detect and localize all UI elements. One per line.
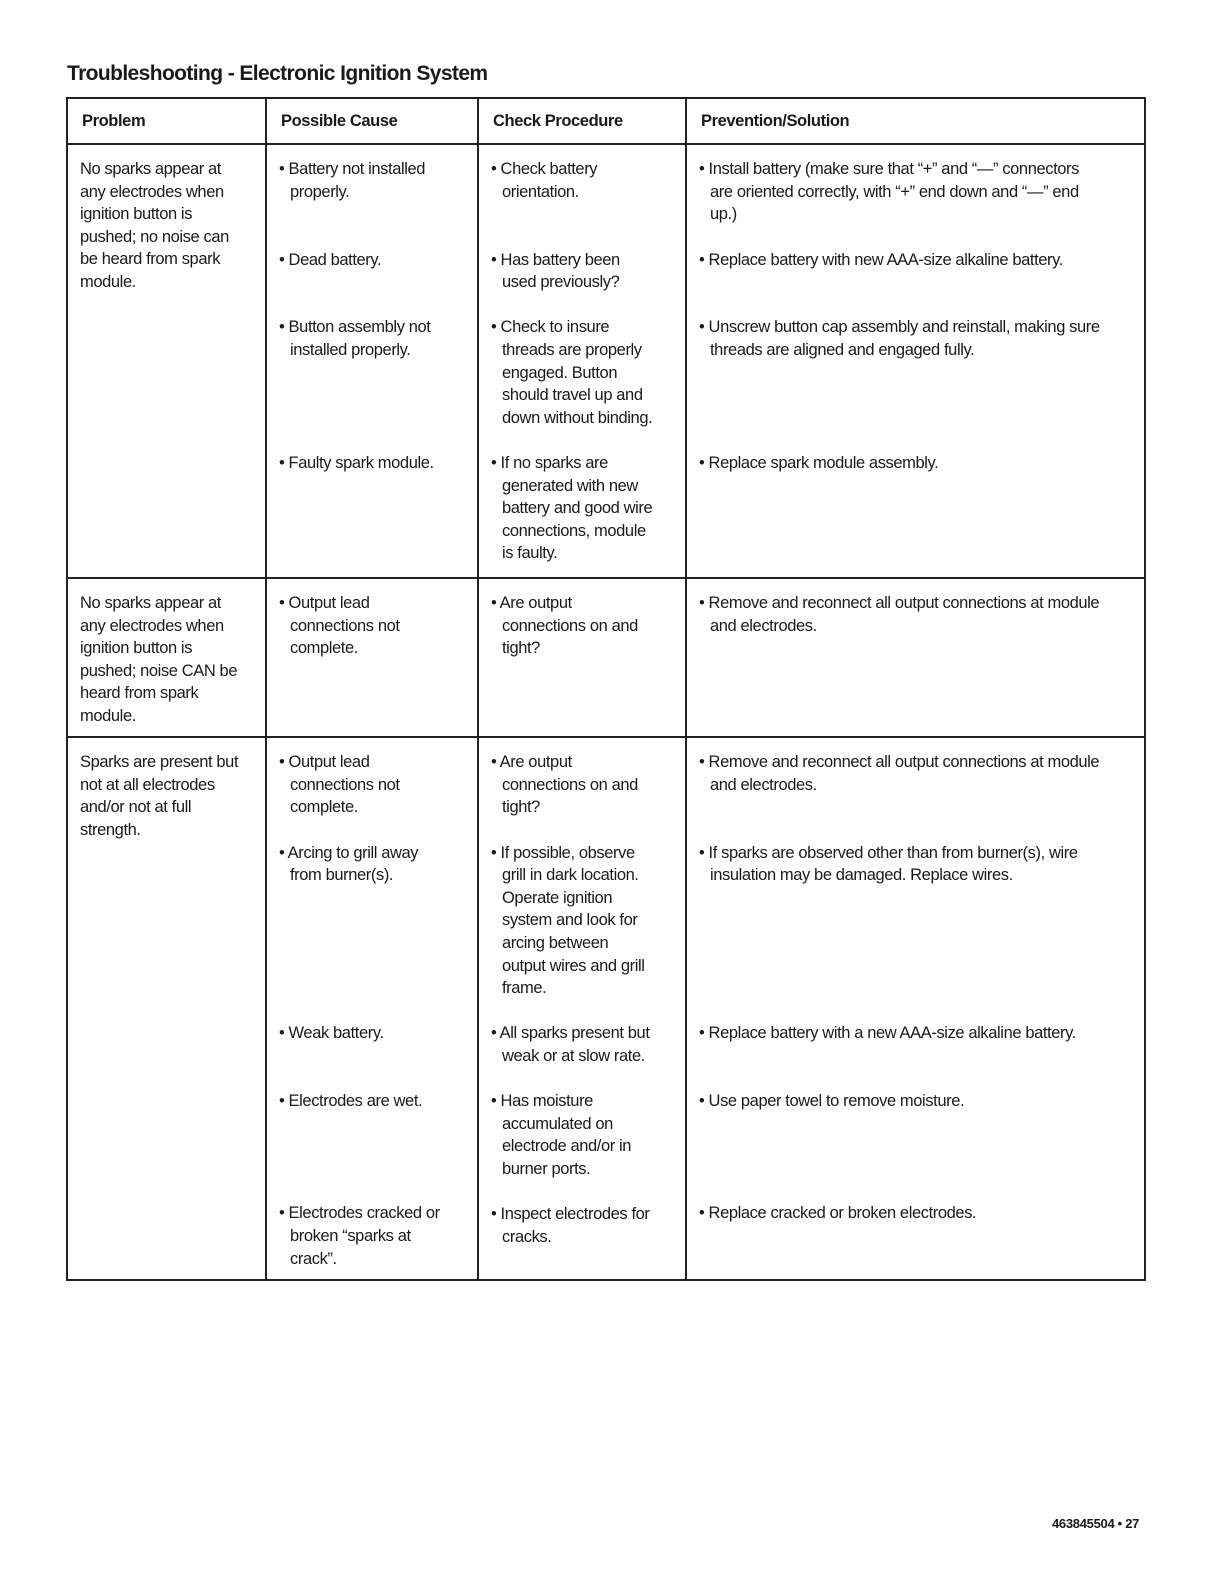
solution-item: • Replace spark module assembly. <box>699 453 939 472</box>
cause-cell <box>265 738 477 1279</box>
check-cell <box>477 738 685 1279</box>
check-item: • Are output connections on and tight? <box>491 753 638 817</box>
solution-cell <box>685 145 1144 577</box>
page-title: Troubleshooting - Electronic Ignition System <box>67 62 488 85</box>
cause-item: • Electrodes are wet. <box>279 1091 423 1110</box>
solution-cell <box>685 738 1144 1279</box>
cause-cell <box>265 579 477 736</box>
solution-item: • Use paper towel to remove moisture. <box>699 1091 965 1110</box>
check-item: • Inspect electrodes for cracks. <box>491 1205 650 1246</box>
check-item: • All sparks present but weak or at slow rate. <box>491 1024 650 1065</box>
header-possible-cause: Possible Cause <box>265 99 477 143</box>
cause-item: • Battery not installed properly. <box>279 160 426 201</box>
solution-item: • Replace battery with new AAA-size alkaline battery. <box>699 250 1063 269</box>
solution-item: • Remove and reconnect all output connections at module and electrodes. <box>699 594 1100 635</box>
header-problem: Problem <box>82 112 146 130</box>
cause-item: • Output lead connections not complete. <box>279 594 400 658</box>
cause-item: • Weak battery. <box>279 1024 384 1043</box>
solution-item: • Unscrew button cap assembly and reinstall, making sure threads are aligned and engaged fully. <box>699 318 1100 359</box>
cause-item: • Dead battery. <box>279 250 382 269</box>
check-item: • Are output connections on and tight? <box>491 594 638 658</box>
cause-item: • Arcing to grill away from burner(s). <box>279 843 419 885</box>
header-check-procedure: Check Procedure <box>477 99 685 143</box>
problem-cell: Sparks are present but not at all electrodes and/or not at full strength. <box>80 753 239 839</box>
check-cell <box>477 145 685 577</box>
check-item: • Has moisture accumulated on electrode and/or in burner ports. <box>491 1092 632 1178</box>
table-row <box>68 736 1144 1279</box>
solution-item: • Replace battery with a new AAA-size alkaline battery. <box>699 1024 1076 1043</box>
solution-item: • Replace cracked or broken electrodes. <box>699 1204 977 1223</box>
problem-cell: No sparks appear at any electrodes when ignition button is pushed; noise CAN be heard from spark module. <box>80 594 238 725</box>
solution-item: • Install battery (make sure that “+” and “—” connectors are oriented correctly, with “+” end down and “—” end up.) <box>699 160 1079 224</box>
troubleshooting-table <box>66 97 1146 1281</box>
cause-cell <box>265 145 477 577</box>
check-item: • Has battery been used previously? <box>491 250 620 292</box>
check-item: • If no sparks are generated with new battery and good wire connections, module is faulty. <box>491 453 653 563</box>
page-footer: 463845504 • 27 <box>1052 1516 1140 1531</box>
check-item: • If possible, observe grill in dark location. Operate ignition system and look for arcing between output wires and grill frame. <box>491 843 645 998</box>
table-header-row <box>68 99 1144 143</box>
cause-item: • Button assembly not installed properly. <box>279 318 431 359</box>
check-item: • Check battery orientation. <box>491 160 598 201</box>
cause-item: • Output lead connections not complete. <box>279 753 400 817</box>
solution-item: • Remove and reconnect all output connections at module and electrodes. <box>699 753 1100 794</box>
solution-cell <box>685 579 1144 736</box>
cause-item: • Faulty spark module. <box>279 453 434 472</box>
check-item: • Check to insure threads are properly engaged. Button should travel up and down without binding. <box>491 318 653 427</box>
cause-item: • Electrodes cracked or broken “sparks at crack”. <box>279 1204 440 1268</box>
solution-item: • If sparks are observed other than from burner(s), wire insulation may be damaged. Replace wires. <box>699 843 1078 885</box>
check-cell <box>477 579 685 736</box>
table-row <box>68 577 1144 736</box>
problem-cell: No sparks appear at any electrodes when ignition button is pushed; no noise can be heard from spark module. <box>80 160 229 291</box>
table-row <box>68 143 1144 577</box>
header-prevention-solution: Prevention/Solution <box>685 99 1144 143</box>
